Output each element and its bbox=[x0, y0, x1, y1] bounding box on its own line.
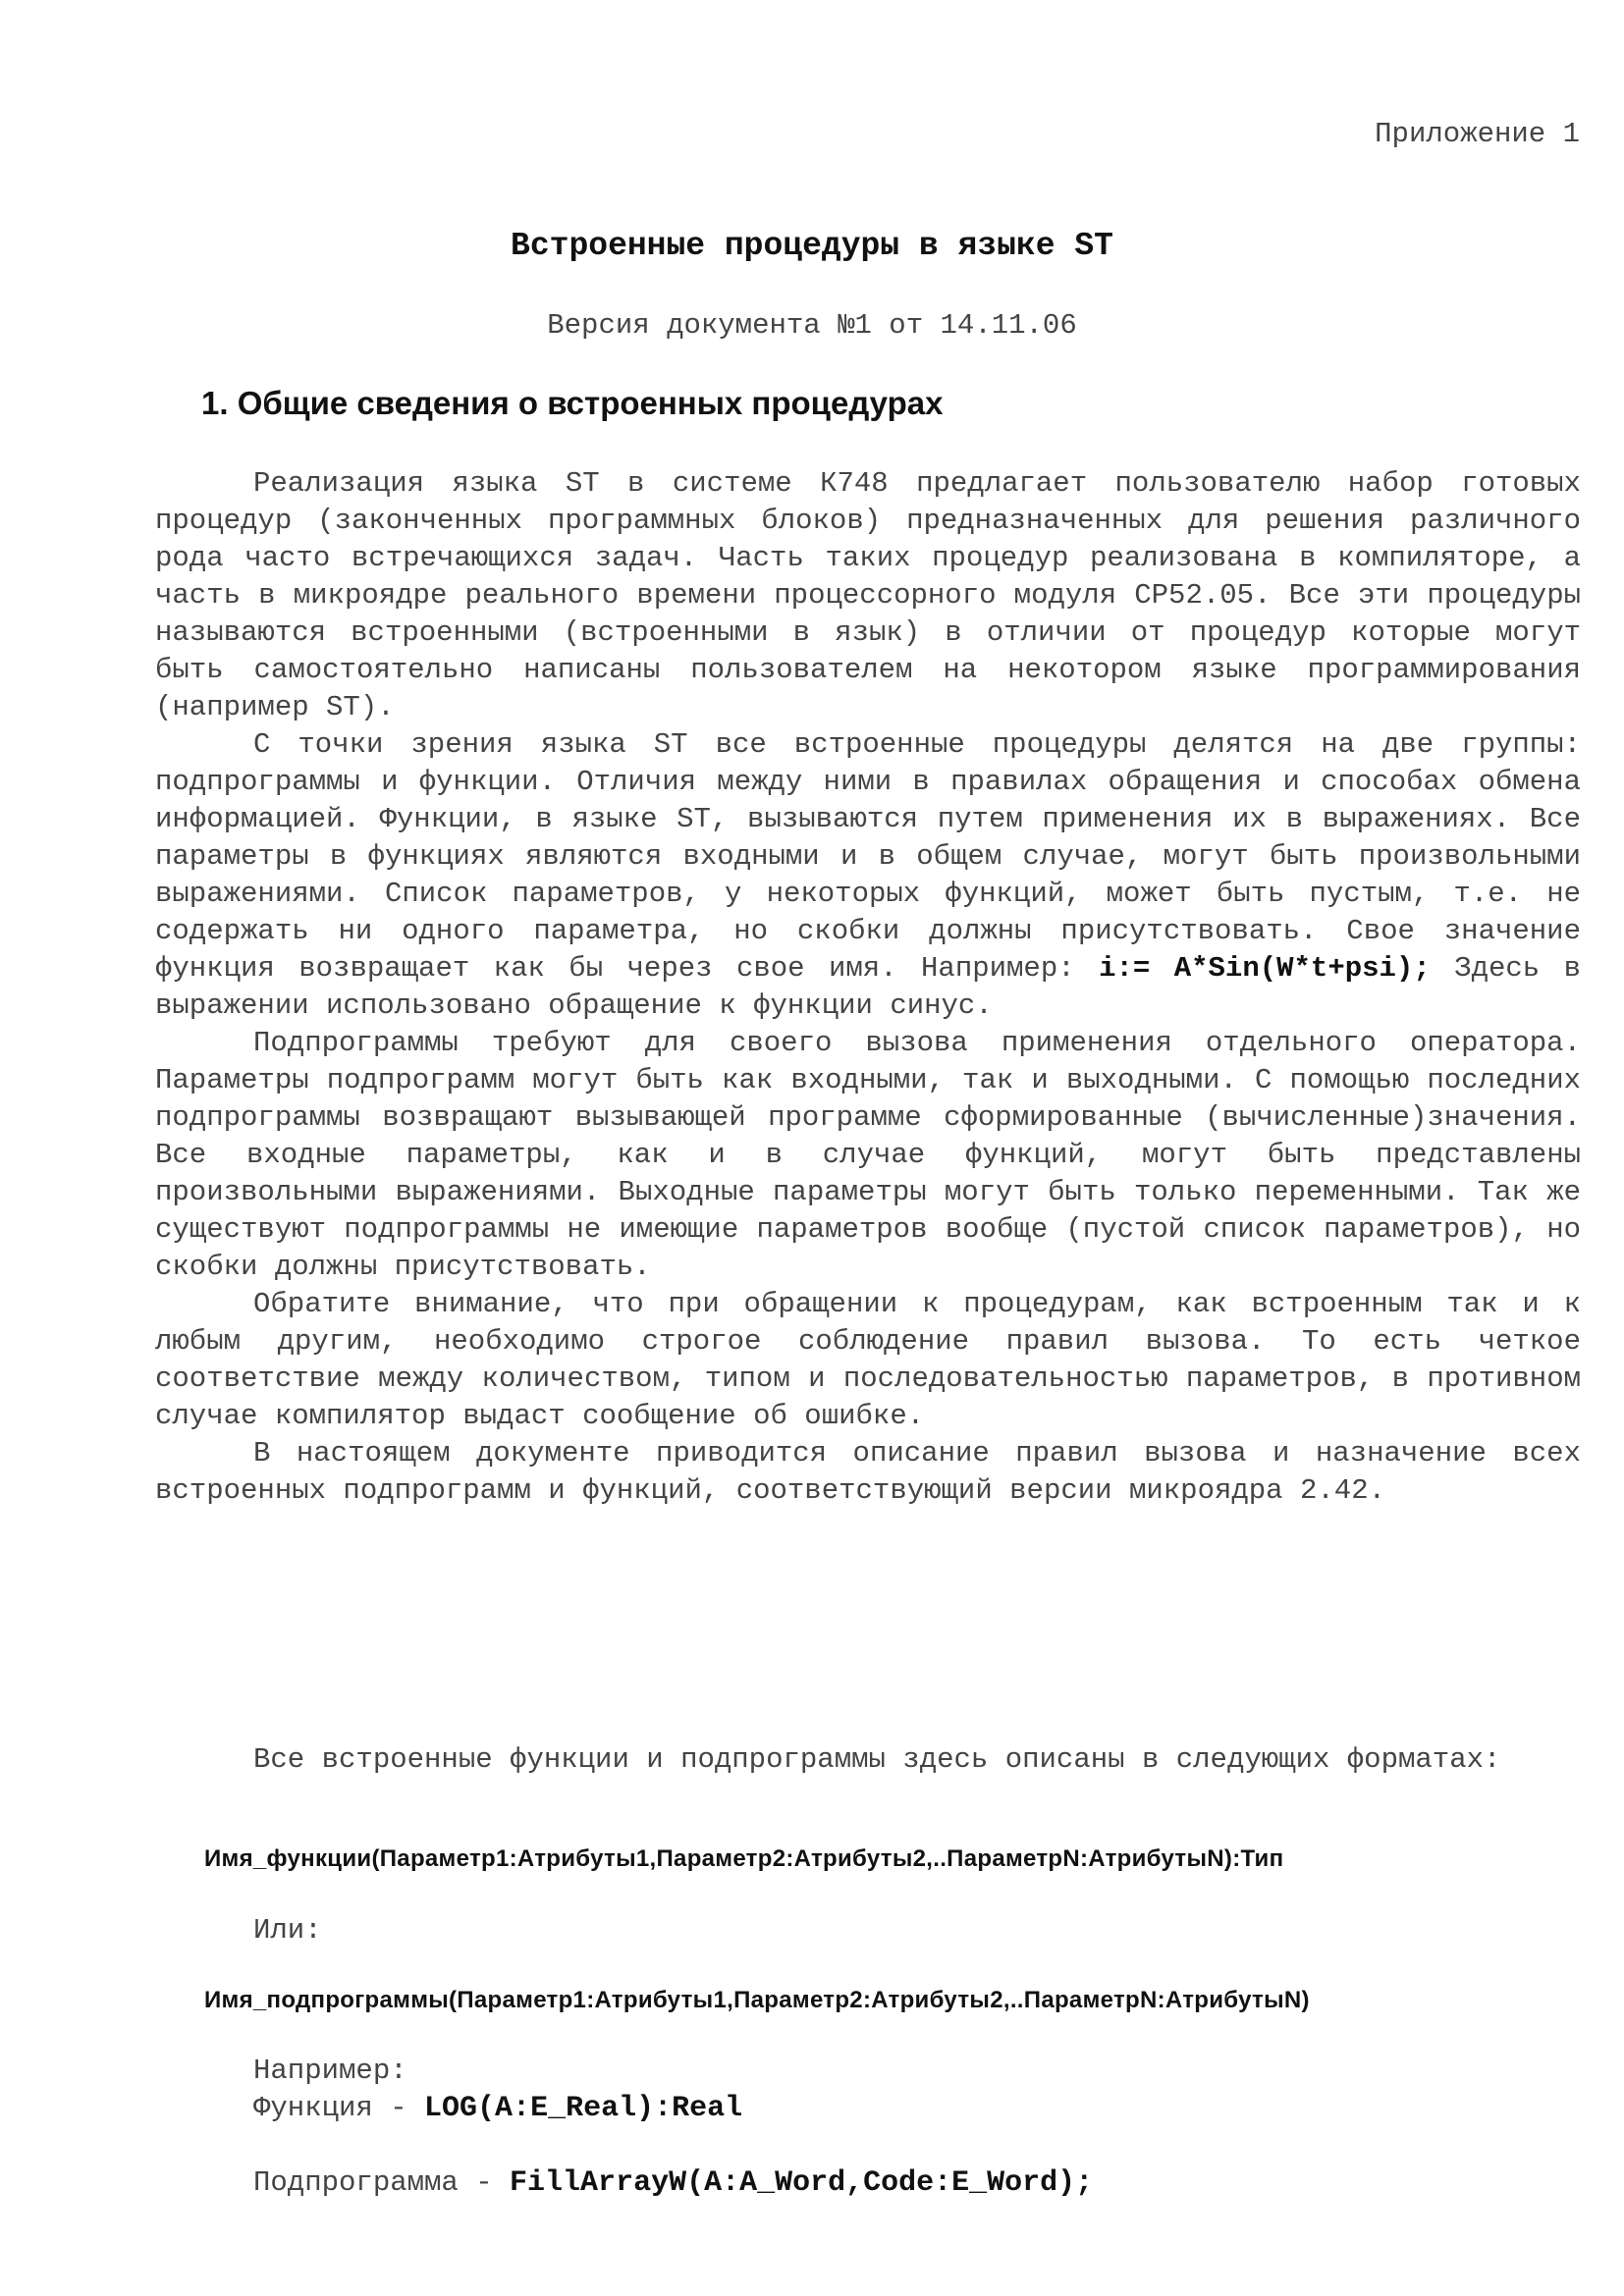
paragraph-attention: Обратите внимание, что при обращении к процедурам, как встроенным так и к любым другим, необходимо строгое соблюдение правил вызова. То есть четкое соответствие между количеством, типом и последовательностью параметров, в противном случае компилятор выдаст сообщение об ошибке. bbox=[155, 1288, 1581, 1432]
or-label: Или: bbox=[253, 1914, 322, 1947]
section-heading: 1. Общие сведения о встроенных процедурах bbox=[201, 385, 944, 421]
paragraph-scope: В настоящем документе приводится описание правил вызова и назначение всех встроенных подпрограмм и функций, соответствующий версии микроядра 2.42. bbox=[155, 1437, 1581, 1507]
paragraph-groups-text: С точки зрения языка ST все встроенные процедуры делятся на две группы: подпрограммы и функции. Отличия между ними в правилах обращения и способах обмена информацией. Функции, в языке ST, вызываются путем применения их в выражениях. Все параметры в функциях являются входными и в общем случае, могут быть произвольными выражениями. Список параметров, у некоторых функций, может быть пустым, т.е. не содержать ни одного параметра, но скобки должны присутствовать. Свое значение функция возвращает как бы через свое имя. Например: bbox=[155, 728, 1581, 985]
paragraph-subprograms: Подпрограммы требуют для своего вызова применения отдельного оператора. Параметры подпрограмм могут быть как входными, так и выходными. С помощью последних подпрограммы возвращают вызывающей программе сформированные (вычисленные)значения. Все входные параметры, как и в случае функций, могут быть представлены произвольными выражениями. Выходные параметры могут быть только переменными. Так же существуют подпрограммы не имеющие параметров вообще (пустой список параметров), но скобки должны присутствовать. bbox=[155, 1027, 1581, 1283]
subprogram-example-line bbox=[253, 2166, 1093, 2200]
example-label: Например: bbox=[253, 2055, 407, 2087]
function-label: Функция - bbox=[253, 2092, 407, 2124]
paragraph-intro: Реализация языка ST в системе К748 предлагает пользователю набор готовых процедур (законченных программных блоков) предназначенных для решения различного рода часто встречающихся задач. Часть таких процедур реализована в компиляторе, а часть в микроядре реального времени процессорного модуля CP52.05. Все эти процедуры называются встроенными (встроенными в язык) в отличии от процедур которые могут быть самостоятельно написаны пользователем на некотором языке программирования (например ST). bbox=[155, 467, 1581, 723]
example-after-text: Здесь в выражении использовано обращение к функции синус. bbox=[155, 952, 1582, 1022]
subprogram-example: FillArrayW(A:A_Word,Code:E_Word); bbox=[510, 2166, 1094, 2200]
example-code: i:= A*Sin(W*t+psi); bbox=[1099, 952, 1431, 985]
appendix-label: Приложение 1 bbox=[1375, 118, 1580, 150]
document-version: Версия документа №1 от 14.11.06 bbox=[547, 309, 1077, 342]
function-example: LOG(A:E_Real):Real bbox=[424, 2092, 743, 2125]
document-title: Встроенные процедуры в языке ST bbox=[511, 228, 1113, 264]
subprogram-label: Подпрограмма - bbox=[253, 2166, 493, 2199]
format-subprogram: Имя_подпрограммы(Параметр1:Атрибуты1,Параметр2:Атрибуты2,..ПараметрN:АтрибутыN) bbox=[204, 1987, 1310, 2013]
format-function: Имя_функции(Параметр1:Атрибуты1,Параметр2:Атрибуты2,..ПараметрN:АтрибутыN):Тип bbox=[204, 1845, 1284, 1872]
paragraph-groups bbox=[155, 726, 1581, 1025]
body-text bbox=[155, 465, 1581, 1510]
function-example-line bbox=[253, 2092, 742, 2125]
formats-intro: Все встроенные функции и подпрограммы здесь описаны в следующих форматах: bbox=[253, 1743, 1501, 1776]
